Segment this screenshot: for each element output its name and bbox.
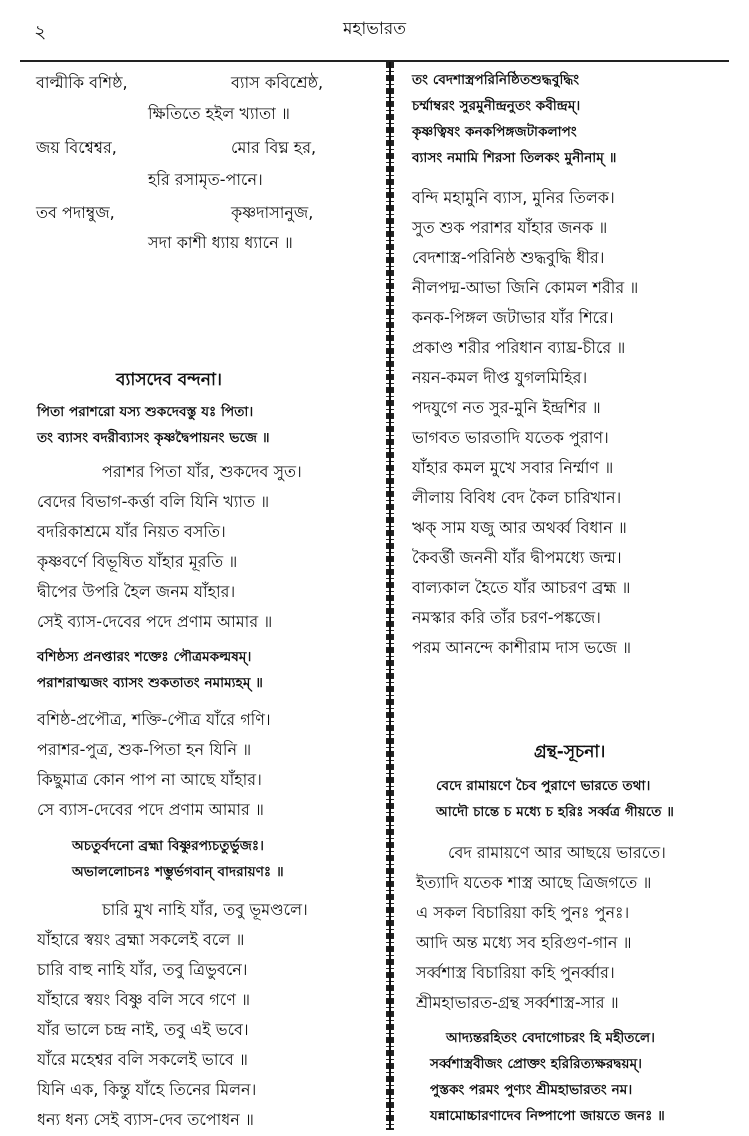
- verse-line: লীলায় বিবিধ বেদ কৈল চারিখান।: [412, 488, 622, 507]
- page-number: ২: [34, 21, 47, 43]
- verse-line: বদরিকাশ্রমে যাঁর নিয়ত বসতি।: [37, 522, 226, 541]
- opening-verse: মোর বিঘ্ন হর,: [231, 138, 317, 157]
- verse-line: কৈবর্ত্তী জননী যাঁর দ্বীপমধ্যে জন্ম।: [412, 548, 622, 567]
- opening-verse: হরি রসামৃত-পানে।: [148, 170, 263, 189]
- verse-line: যাঁহারে স্বয়ং বিষ্ণু বলি সবে গণে ॥: [37, 990, 251, 1009]
- opening-verse: জয় বিশ্বেশ্বর,: [36, 138, 117, 157]
- verse-line: চারি বাহু নাহি যাঁর, তবু ত্রিভুবনে।: [37, 960, 248, 979]
- sanskrit-verse: বেদে রামায়ণে চৈব পুরাণে ভারতে তথা।: [436, 778, 651, 794]
- verse-line: সে ব্যাস-দেবের পদে প্রণাম আমার ॥: [37, 800, 264, 819]
- verse-line: চারি মুখ নাহি যাঁর, তবু ভূমণ্ডলে।: [102, 900, 308, 919]
- verse-line: বন্দি মহামুনি ব্যাস, মুনির তিলক।: [412, 188, 615, 207]
- verse-line: বেদের বিভাগ-কর্ত্তা বলি যিনি খ্যাত ॥: [37, 492, 270, 511]
- sanskrit-verse: চর্ম্মাম্বরং সুরমুনীন্দ্রনুতং কবীন্দ্রম্।: [412, 98, 581, 114]
- verse-line: কৃষ্ণবর্ণে বিভূষিত যাঁহার মূরতি ॥: [37, 552, 238, 571]
- verse-line: নমস্কার করি তাঁর চরণ-পঙ্কজে।: [412, 608, 601, 627]
- sanskrit-verse: আদৌ চান্তে চ মধ্যে চ হরিঃ সর্ব্বত্র গীয়তে ॥: [436, 804, 674, 820]
- section-heading: ব্যাসদেব বন্দনা।: [116, 370, 222, 390]
- verse-line: বশিষ্ঠ-প্রপৌত্র, শক্তি-পৌত্র যাঁরে গণি।: [37, 710, 271, 729]
- verse-line: শ্রীমহাভারত-গ্রন্থ সর্ব্বশাস্ত্র-সার ॥: [416, 993, 619, 1012]
- sanskrit-verse: ব্যাসং নমামি শিরসা তিলকং মুনীনাম্ ॥: [412, 150, 617, 166]
- opening-verse: সদা কাশী ধ্যায় ধ্যানে ॥: [148, 233, 293, 252]
- section-heading: গ্রন্থ-সূচনা।: [534, 742, 606, 762]
- verse-line: প্রকাণ্ড শরীর পরিধান ব্যাঘ্র-চীরে ॥: [412, 338, 626, 357]
- verse-line: ইত্যাদি যতেক শাস্ত্র আছে ত্রিজগতে ॥: [416, 873, 652, 892]
- verse-line: বেদ রামায়ণে আর আছয়ে ভারতে।: [448, 843, 666, 862]
- opening-verse: ক্ষিতিতে হইল খ্যাতা ॥: [148, 104, 290, 123]
- verse-line: পরাশর-পুত্র, শুক-পিতা হন যিনি ॥: [37, 740, 252, 759]
- verse-line: কনক-পিঙ্গল জটাভার যাঁর শিরে।: [412, 308, 614, 327]
- sanskrit-verse: পুস্তকং পরমং পুণ্যং শ্রীমহাভারতং নম।: [430, 1082, 633, 1098]
- page-header: [0, 0, 749, 70]
- verse-line: যাঁরে মহেশ্বর বলি সকলেই ভাবে ॥: [37, 1050, 248, 1069]
- opening-verse: বাল্মীকি বশিষ্ঠ,: [36, 73, 128, 92]
- verse-line: ঋক্ সাম যজু আর অথর্ব্ব বিধান ॥: [412, 518, 627, 537]
- verse-line: ধন্য ধন্য সেই ব্যাস-দেব তপোধন ॥: [37, 1110, 254, 1129]
- header-rule: [20, 60, 729, 62]
- sanskrit-verse: যন্নামোচ্চারণাদেব নিষ্পাপো জায়তে জনঃ ॥: [430, 1108, 665, 1124]
- verse-line: পরম আনন্দে কাশীরাম দাস ভজে ॥: [412, 638, 631, 657]
- verse-line: বেদশাস্ত্র-পরিনিষ্ঠ শুদ্ধবুদ্ধি ধীর।: [412, 248, 605, 267]
- verse-line: নয়ন-কমল দীপ্ত যুগলমিহির।: [412, 368, 588, 387]
- verse-line: বাল্যকাল হৈতে যাঁর আচরণ ব্রহ্ম ॥: [412, 578, 631, 597]
- sanskrit-verse: তং বেদশাস্ত্রপরিনিষ্ঠিতশুদ্ধবুদ্ধিং: [412, 72, 580, 88]
- verse-line: এ সকল বিচারিয়া কহি পুনঃ পুনঃ।: [416, 903, 630, 922]
- verse-line: কিছুমাত্র কোন পাপ না আছে যাঁহার।: [37, 770, 262, 789]
- sanskrit-verse: পরাশরাত্মজং ব্যাসং শুকতাতং নমাম্যহম্ ॥: [37, 675, 263, 691]
- verse-line: যাঁহারে স্বয়ং ব্রহ্মা সকলেই বলে ॥: [37, 930, 245, 949]
- opening-verse: ব্যাস কবিশ্রেষ্ঠ,: [231, 73, 324, 92]
- verse-line: যাঁহার কমল মুখে সবার নির্ম্মাণ ॥: [412, 458, 614, 477]
- sanskrit-verse: তং ব্যাসং বদরীব্যাসং কৃষ্ণদ্বৈপায়নং ভজে ॥: [37, 430, 270, 446]
- sanskrit-verse: অভাললোচনঃ শম্ভুর্ভগবান্ বাদরায়ণঃ ॥: [72, 864, 284, 880]
- sanskrit-verse: বশিষ্ঠস্য প্রনপ্তারং শক্তেঃ পৌত্রমকল্মষম্।: [37, 649, 252, 665]
- verse-line: পদযুগে নত সুর-মুনি ইন্দ্রশির ॥: [412, 398, 601, 417]
- page-title: মহাভারত: [342, 19, 406, 39]
- verse-line: যিনি এক, কিন্তু যাঁহে তিনের মিলন।: [37, 1080, 257, 1099]
- verse-line: ভাগবত ভারতাদি যতেক পুরাণ।: [412, 428, 609, 447]
- sanskrit-verse: কৃষ্ণত্বিষং কনকপিঙ্গজটাকলাপং: [412, 124, 577, 140]
- column-divider: [386, 62, 394, 1130]
- opening-verse: তব পদাম্বুজ,: [36, 203, 115, 222]
- sanskrit-verse: সর্ব্বশাস্ত্রবীজং প্রোক্তং হরিরিত্যক্ষরদ্বয়ম্।: [430, 1056, 643, 1072]
- verse-line: সেই ব্যাস-দেবের পদে প্রণাম আমার ॥: [37, 612, 273, 631]
- verse-line: পরাশর পিতা যাঁর, শুকদেব সুত।: [102, 462, 302, 481]
- verse-line: নীলপদ্ম-আভা জিনি কোমল শরীর ॥: [412, 278, 639, 297]
- sanskrit-verse: পিতা পরাশরো যস্য শুকদেবস্তু যঃ পিতা।: [37, 404, 254, 420]
- verse-line: সুত শুক পরাশর যাঁহার জনক ॥: [412, 218, 608, 237]
- opening-verse: কৃষ্ণদাসানুজ,: [231, 203, 314, 222]
- sanskrit-verse: অচতুর্বদনো ব্রহ্মা বিষ্ণুরপ্যচতুর্ভুজঃ।: [72, 838, 265, 854]
- verse-line: আদি অন্ত মধ্যে সব হরিগুণ-গান ॥: [416, 933, 632, 952]
- verse-line: সর্ব্বশাস্ত্র বিচারিয়া কহি পুনর্ব্বার।: [416, 963, 615, 982]
- verse-line: যাঁর ভালে চন্দ্র নাই, তবু এই ভবে।: [37, 1020, 249, 1039]
- verse-line: দ্বীপের উপরি হৈল জনম যাঁহার।: [37, 582, 236, 601]
- sanskrit-verse: আদ্যন্তরহিতং বেদাগোচরং হি মহীতলে।: [446, 1030, 656, 1046]
